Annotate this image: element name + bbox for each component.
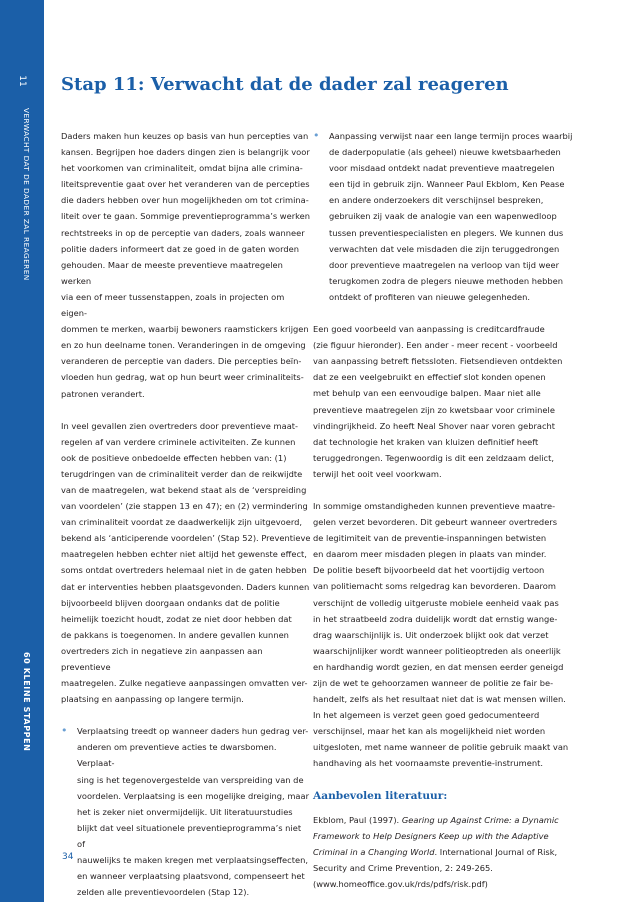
bullet-icon: • bbox=[313, 129, 320, 142]
literature-author: Ekblom, Paul (1997). bbox=[313, 814, 402, 825]
page-title: Stap 11: Verwacht dat de dader zal reageren bbox=[61, 74, 509, 95]
sidebar-band bbox=[0, 0, 44, 902]
left-column bbox=[61, 128, 311, 916]
sidebar-brand: 60 KLEINE STAPPEN bbox=[22, 652, 31, 752]
bullet-text: Verplaatsing treedt op wanneer daders hun gedrag ver- anderen om preventieve acties te dwarsbomen. Verplaat- sing is het tegenovergestelde van verspreiding van de voordelen. Verplaatsing is een mogelijke dreiging, maar het is zeker niet onvermijdelijk. Uit literatuurstudies blijkt dat veel situationele preventieprogramma’s niet of nauwelijks te maken kregen met verplaatsingseffecten, en wanneer verplaatsing plaatsvond, compenseert het zelden alle preventievoordelen (Stap 12). bbox=[77, 726, 309, 898]
bullet-icon: • bbox=[61, 724, 68, 738]
paragraph-intro: Daders maken hun keuzes op basis van hun percepties van kansen. Begrijpen hoe daders dingen zien is belangrijk voor het voorkomen van criminaliteit, omdat bijna alle crimina- liteitspreventie gaat over het veranderen van de percepties die daders hebben over hun mogelijkheden om tot crimina- liteit over te gaan. Sommige preventieprogramma’s werken rechtstreeks in op de perceptie van daders, zoals wanneer politie daders informeert dat ze goed in de gaten worden gehouden. Maar de meeste preventieve maatregelen werken via een of meer tussenstappen, zoals in projecten om eigen- dommen te merken, waarbij bewoners raamstickers krijgen en zo hun deelname tonen. Veranderingen in de omgeving veranderen de perceptie van daders. Die percepties beïn- vloeden hun gedrag, wat op hun beurt weer criminaliteits- patronen verandert. bbox=[61, 131, 310, 399]
bullet-text: Aanpassing verwijst naar een lange termijn proces waarbij de daderpopulatie (als geheel) nieuwe kwetsbaarheden voor misdaad ontdekt nadat preventieve maatregelen een tijd in gebruik zijn. Wanneer Paul Ekblom, Ken Pease en andere onderzoekers dit verschijnsel bespreken, gebruiken zij vaak de analogie van een wapenwedloop tussen preventiespecialisten en plegers. We kunnen dus verwachten dat vele misdaden die zijn teruggedrongen door preventieve maatregelen na verloop van tijd weer terugkomen zodra de plegers nieuwe methoden hebben ontdekt of profiteren van nieuwe gelegenheden. bbox=[329, 131, 573, 302]
literature-reference bbox=[313, 812, 575, 892]
literature-title: Gearing up Against Crime: a Dynamic Framework to Help Designers Keep up with the Adaptive Criminal in a Changing World bbox=[313, 814, 559, 857]
page-number: 34 bbox=[62, 852, 74, 862]
literature-heading: Aanbevolen literatuur: bbox=[313, 789, 448, 802]
paragraph-resistance: In sommige omstandigheden kunnen preventieve maatre- gelen verzet bevorderen. Dit gebeurt wanneer overtreders de legitimiteit van de preventie-inspanningen betwisten en daarom meer misdaden plegen in plaats van minder. De politie beseft bijvoorbeeld dat het voortijdig vertoon van politiemacht soms relgedrag kan bevorderen. Daarom verschijnt de volledig uitgeruste mobiele eenheid vaak pas in het straatbeeld zodra duidelijk wordt dat ernstig wange- drag waarschijnlijk is. Uit onderzoek blijkt ook dat verzet waarschijnlijker wordt wanneer politieoptreden als oneerlijk en hardhandig wordt gezien, en dat mensen eerder geneigd zijn de wet te gehoorzamen wanneer de politie ze fair be- handelt, zelfs als het resultaat niet dat is wat mensen willen. In het algemeen is verzet geen goed gedocumenteerd verschijnsel, maar het kan als mogelijkheid niet worden uitgesloten, met name wanneer de politie gebruik maakt van handhaving als het voornaamste preventie-instrument. bbox=[313, 500, 569, 769]
bullet-aanpassing bbox=[313, 128, 575, 305]
paragraph-effects: In veel gevallen zien overtreders door preventieve maat- regelen af van verdere criminele activiteiten. Ze kunnen ook de positieve onbedoelde effecten hebben van: (1) terugdringen van de criminaliteit verder dan de reikwijdte van de maatregelen, wat bekend staat als de ‘verspreiding van voordelen’ (zie stappen 13 en 47); en (2) vermindering van criminaliteit voordat ze daadwerkelijk zijn uitgevoerd, bekend als ‘anticiperende voordelen’ (Stap 52). Preventieve maatregelen hebben echter niet altijd het gewenste effect, soms ontdat overtreders helemaal niet in de gaten hebben dat er interventies hebben plaatsgevonden. Daders kunnen bijvoorbeeld blijven doorgaan ondanks dat de politie heimelijk toezicht houdt, zodat ze niet door hebben dat de pakkans is toegenomen. In andere gevallen kunnen overtreders zich in negatieve zin aanpassen aan preventieve maatregelen. Zulke negatieve aanpassingen omvatten ver- plaatsing en aanpassing op langere termijn. bbox=[61, 420, 311, 705]
paragraph-example: Een goed voorbeeld van aanpassing is creditcardfraude (zie figuur hieronder). Een ander - meer recent - voorbeeld van aanpassing betreft fietssloten. Fietsendieven ontdekten dat ze een veelgebruikt en effectief slot konden openen met behulp van een eenvoudige balpen. Maar niet alle preventieve maatregelen zijn zo kwetsbaar voor criminele vindingrijkheid. Zo heeft Neal Shover naar voren gebracht dat technologie het kraken van kluizen definitief heeft teruggedrongen. Tegenwoordig is dit een zeldzaam delict, terwijl het ooit veel voorkwam. bbox=[313, 324, 563, 479]
literature-details: . International Journal of Risk, Security and Crime Prevention, 2: 249-265. (www.homeoffice.gov.uk/rds/pdfs/risk.pdf) bbox=[313, 846, 558, 890]
sidebar-page-marker: 11 bbox=[17, 75, 27, 87]
sidebar-chapter-title: VERWACHT DAT DE DADER ZAL REAGEREN bbox=[22, 108, 31, 281]
bullet-verplaatsing bbox=[61, 723, 311, 900]
right-column bbox=[313, 128, 575, 908]
